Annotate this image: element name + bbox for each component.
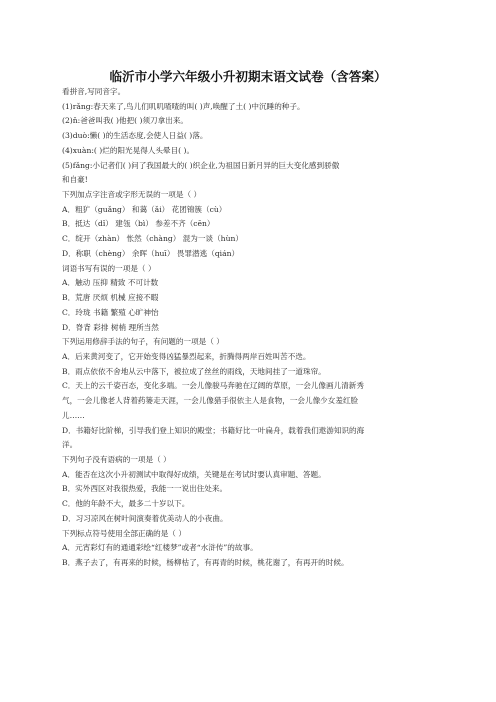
- option-line: A．后来黄河变了，它开始变得凶猛暴烈起来，折腾得两岸百姓叫苦不迭。: [62, 351, 311, 361]
- option-line: A．元宵彩灯有的通通彩绘“红楼梦”或者“水浒传”的故事。: [62, 543, 258, 553]
- exam-title: 临沂市小学六年级小升初期末语文试卷（含答案）: [109, 69, 387, 84]
- question-line: (1)rǎng:春天来了,鸟儿们叽叽喳喳的叫( )声,唤醒了土( )中沉睡的种子。: [62, 101, 305, 111]
- question-stem: 下列加点字注音或字形无误的一项是（ ）: [62, 190, 202, 200]
- option-line: 儿……: [62, 410, 85, 420]
- option-line: B．荒唐 厌烦 机械 应接不暇: [62, 293, 159, 303]
- option-line: D．习习凉风在树叶间演奏着优美动人的小夜曲。: [62, 513, 228, 523]
- question-stem: 下列标点符号使用全部正确的是（ ）: [62, 528, 186, 538]
- option-line: D．称职（chèng） 余晖（huī） 畏罪潜逃（qián）: [62, 248, 240, 258]
- option-line: C．天上的云千姿百态，变化多端。一会儿像骏马奔驰在辽阔的草原，一会儿像画儿清新秀: [62, 381, 364, 391]
- option-line: B．雨点依依不舍地从云中落下，被拉成了丝丝的雨线，天地间挂了一道珠帘。: [62, 366, 326, 376]
- option-line: B．实外西区对我很热爱，我能一一说出住处来。: [62, 484, 228, 494]
- option-line: B．抵达（dǐ） 建瓴（bì） 参差不齐（cēn）: [62, 219, 215, 229]
- question-line: (5)fǎng:小记者们( )问了我国最大的( )织企业,为祖国日新月异的巨大变化感到骄傲: [62, 160, 340, 170]
- question-line: (3)duò:懒( )的生活态度,会使人日益( )落。: [62, 131, 208, 141]
- option-line: A．触动 压抑 精致 不可计数: [62, 278, 159, 288]
- option-line: C．他的年龄不大，最多二十岁以下。: [62, 499, 190, 509]
- option-line: 气，一会儿像老人背着药篓走天涯，一会儿像猎手很依主人是食物，一会儿像少女羞红脸: [62, 396, 359, 406]
- option-line: C．玲珑 书籍 繁殖 心旷神怡: [62, 307, 159, 317]
- option-line: A．粗犷（guǎng） 和蔼（ǎi） 花团锦簇（cù）: [62, 204, 227, 214]
- option-line: B．燕子去了，有再来的时候，杨柳枯了，有再青的时候，桃花谢了，有再开的时候。: [62, 558, 349, 567]
- option-line: D．脊背 彩排 树梢 理所当然: [62, 322, 159, 332]
- option-line: C．绽开（zhàn） 怅然（chàng） 混为一谈（hùn）: [62, 234, 243, 244]
- question-stem: 词语书写有误的一项是（ ）: [62, 263, 156, 273]
- question-line: (2)ň:爸爸叫我( )他把( )须刀拿出来。: [62, 116, 189, 126]
- option-line: A．能否在这次小升初测试中取得好成绩，关键是在考试时要认真审题、答题。: [62, 469, 326, 479]
- question-stem: 下列运用修辞手法的句子，有问题的一项是（ ）: [62, 337, 224, 347]
- question-stem: 下列句子没有语病的一项是（ ）: [62, 454, 171, 464]
- instruction-line: 看拼音,写同音字。: [62, 87, 126, 96]
- exam-body: [62, 85, 446, 571]
- option-line: 洋。: [62, 440, 78, 450]
- question-line: 和自豪!: [62, 175, 88, 185]
- question-line: (4)xuàn:( )烂的阳光晃得人头晕目( )。: [62, 145, 195, 155]
- option-line: D．书籍好比阶梯，引导我们登上知识的殿堂；书籍好比一叶扁舟，载着我们遨游知识的海: [62, 425, 365, 435]
